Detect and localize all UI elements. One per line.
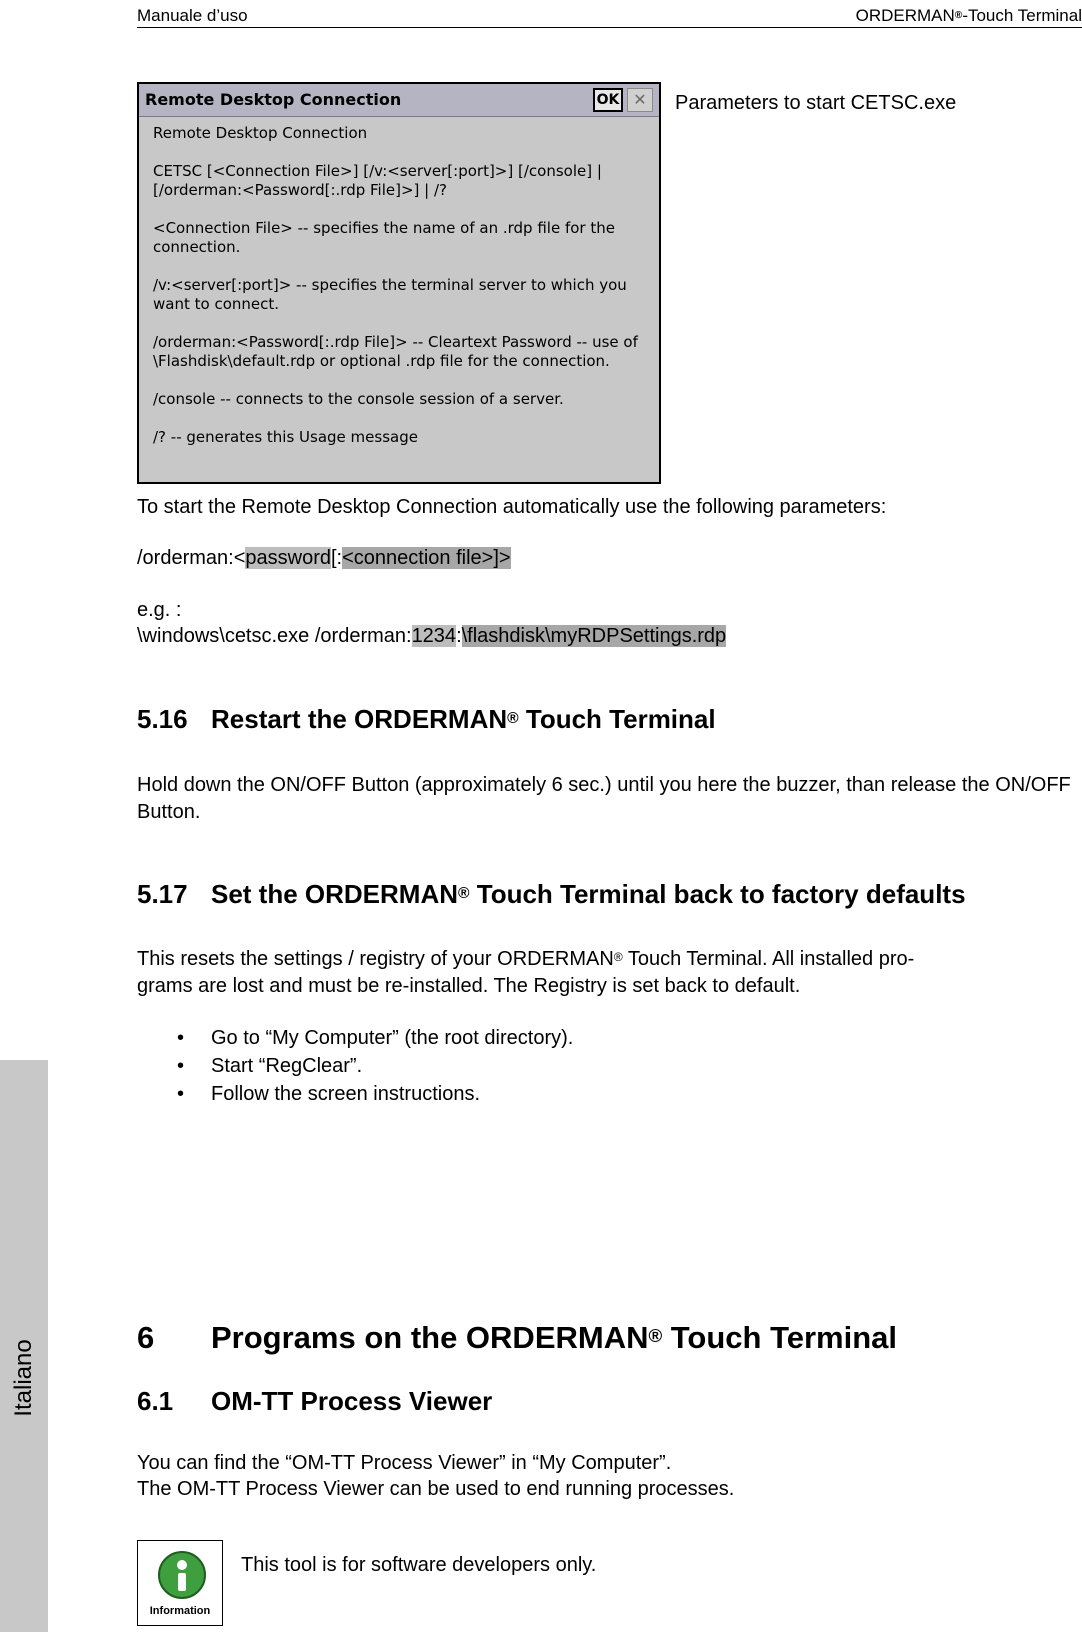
list-item xyxy=(137,1025,1037,1053)
dialog-line: CETSC [<Connection File>] [/v:<server[:port]>] [/console] | [/orderman:<Password[:.rdp File]>] | /? xyxy=(153,162,602,199)
bullet-icon: • xyxy=(177,1055,185,1077)
example-separator: : xyxy=(456,625,462,647)
header-right xyxy=(856,6,1082,26)
chapter-title: Programs on the ORDERMAN xyxy=(211,1320,649,1355)
chapter-number: 6 xyxy=(137,1320,155,1355)
information-box xyxy=(137,1540,223,1626)
list-item-text: Start “RegClear”. xyxy=(211,1055,363,1077)
section-6-1-line-1: You can find the “OM-TT Process Viewer” in “My Computer”. xyxy=(137,1452,672,1474)
intro-text: To start the Remote Desktop Connection automatically use the following parameters: xyxy=(137,496,887,518)
dialog-title: Remote Desktop Connection xyxy=(139,84,659,117)
registered-mark: ® xyxy=(648,1325,663,1347)
dialog-line: /v:<server[:port]> -- specifies the terminal server to which you want to connect. xyxy=(153,276,627,313)
bullet-icon: • xyxy=(177,1083,185,1105)
section-title-rest: Touch Terminal xyxy=(518,704,716,734)
header-product: -Touch Terminal xyxy=(962,6,1082,25)
example-prefix: \windows\cetsc.exe /orderman: xyxy=(137,625,412,647)
section-title: Set the ORDERMAN xyxy=(211,879,459,909)
list-item xyxy=(137,1081,1037,1109)
dialog-line: /console -- connects to the console session of a server. xyxy=(153,390,564,408)
information-text: This tool is for software developers only. xyxy=(241,1554,597,1576)
list-item-text: Go to “My Computer” (the root directory). xyxy=(211,1027,574,1049)
bullet-icon: • xyxy=(177,1027,185,1049)
dialog-body xyxy=(153,124,649,466)
dialog-line: Remote Desktop Connection xyxy=(153,124,368,142)
registered-mark: ® xyxy=(954,9,963,21)
dialog-line: /? -- generates this Usage message xyxy=(153,428,418,446)
chapter-title-rest: Touch Terminal xyxy=(662,1320,898,1355)
chapter-6-heading xyxy=(137,1320,898,1356)
section-title: Restart the ORDERMAN xyxy=(211,704,508,734)
registered-mark: ® xyxy=(507,710,519,728)
language-label: Italiano xyxy=(10,1339,37,1417)
list-item-text: Follow the screen instructions. xyxy=(211,1083,481,1105)
text-line: grams are lost and must be re-installed. The Registry is set back to default. xyxy=(137,975,801,997)
information-icon xyxy=(158,1551,206,1599)
param-prefix: /orderman:< xyxy=(137,547,246,569)
section-6-1-line-2: The OM-TT Process Viewer can be used to end running processes. xyxy=(137,1478,735,1500)
dialog-line: <Connection File> -- specifies the name of an .rdp file for the connection. xyxy=(153,219,615,256)
text-part: Touch Terminal. All installed pro- xyxy=(622,948,915,970)
section-title-rest: Touch Terminal back to factory defaults xyxy=(469,879,966,909)
section-title: OM-TT Process Viewer xyxy=(211,1386,493,1416)
section-number: 5.16 xyxy=(137,704,188,734)
header-brand: ORDERMAN xyxy=(855,6,955,25)
header-divider xyxy=(137,27,1082,28)
example-command xyxy=(137,623,726,650)
section-5-17-heading xyxy=(137,879,966,910)
remote-desktop-dialog-screenshot xyxy=(137,82,661,484)
param-password: password xyxy=(245,547,331,569)
section-number: 6.1 xyxy=(137,1386,174,1416)
header-left: Manuale d’uso xyxy=(137,6,248,25)
list-item xyxy=(137,1053,1037,1081)
section-5-16-text: Hold down the ON/OFF Button (approximately 6 sec.) until you here the buzzer, than release the ON/OFF Button. xyxy=(137,774,1071,823)
parameter-syntax xyxy=(137,545,511,572)
example-label: e.g. : xyxy=(137,599,182,621)
close-icon: ✕ xyxy=(627,88,653,112)
section-5-17-text xyxy=(137,946,1082,1000)
param-separator: [: xyxy=(331,547,343,569)
example-path: \flashdisk\myRDPSettings.rdp xyxy=(461,625,727,647)
text-part: This resets the settings / registry of your ORDERMAN xyxy=(137,948,614,970)
example-password: 1234 xyxy=(411,625,457,647)
bullet-list xyxy=(137,1025,1037,1109)
screenshot-caption: Parameters to start CETSC.exe xyxy=(675,92,957,114)
registered-mark: ® xyxy=(458,885,470,903)
section-number: 5.17 xyxy=(137,879,188,909)
dialog-ok-button: OK xyxy=(593,88,623,112)
registered-mark: ® xyxy=(613,950,623,965)
information-label: Information xyxy=(149,1605,211,1617)
section-5-16-heading xyxy=(137,704,716,735)
dialog-line: /orderman:<Password[:.rdp File]> -- Cleartext Password -- use of \Flashdisk\default.rdp or optional .rdp file for the connection. xyxy=(153,333,638,370)
section-6-1-heading xyxy=(137,1386,493,1417)
param-connection-file: <connection file>]> xyxy=(342,547,511,569)
